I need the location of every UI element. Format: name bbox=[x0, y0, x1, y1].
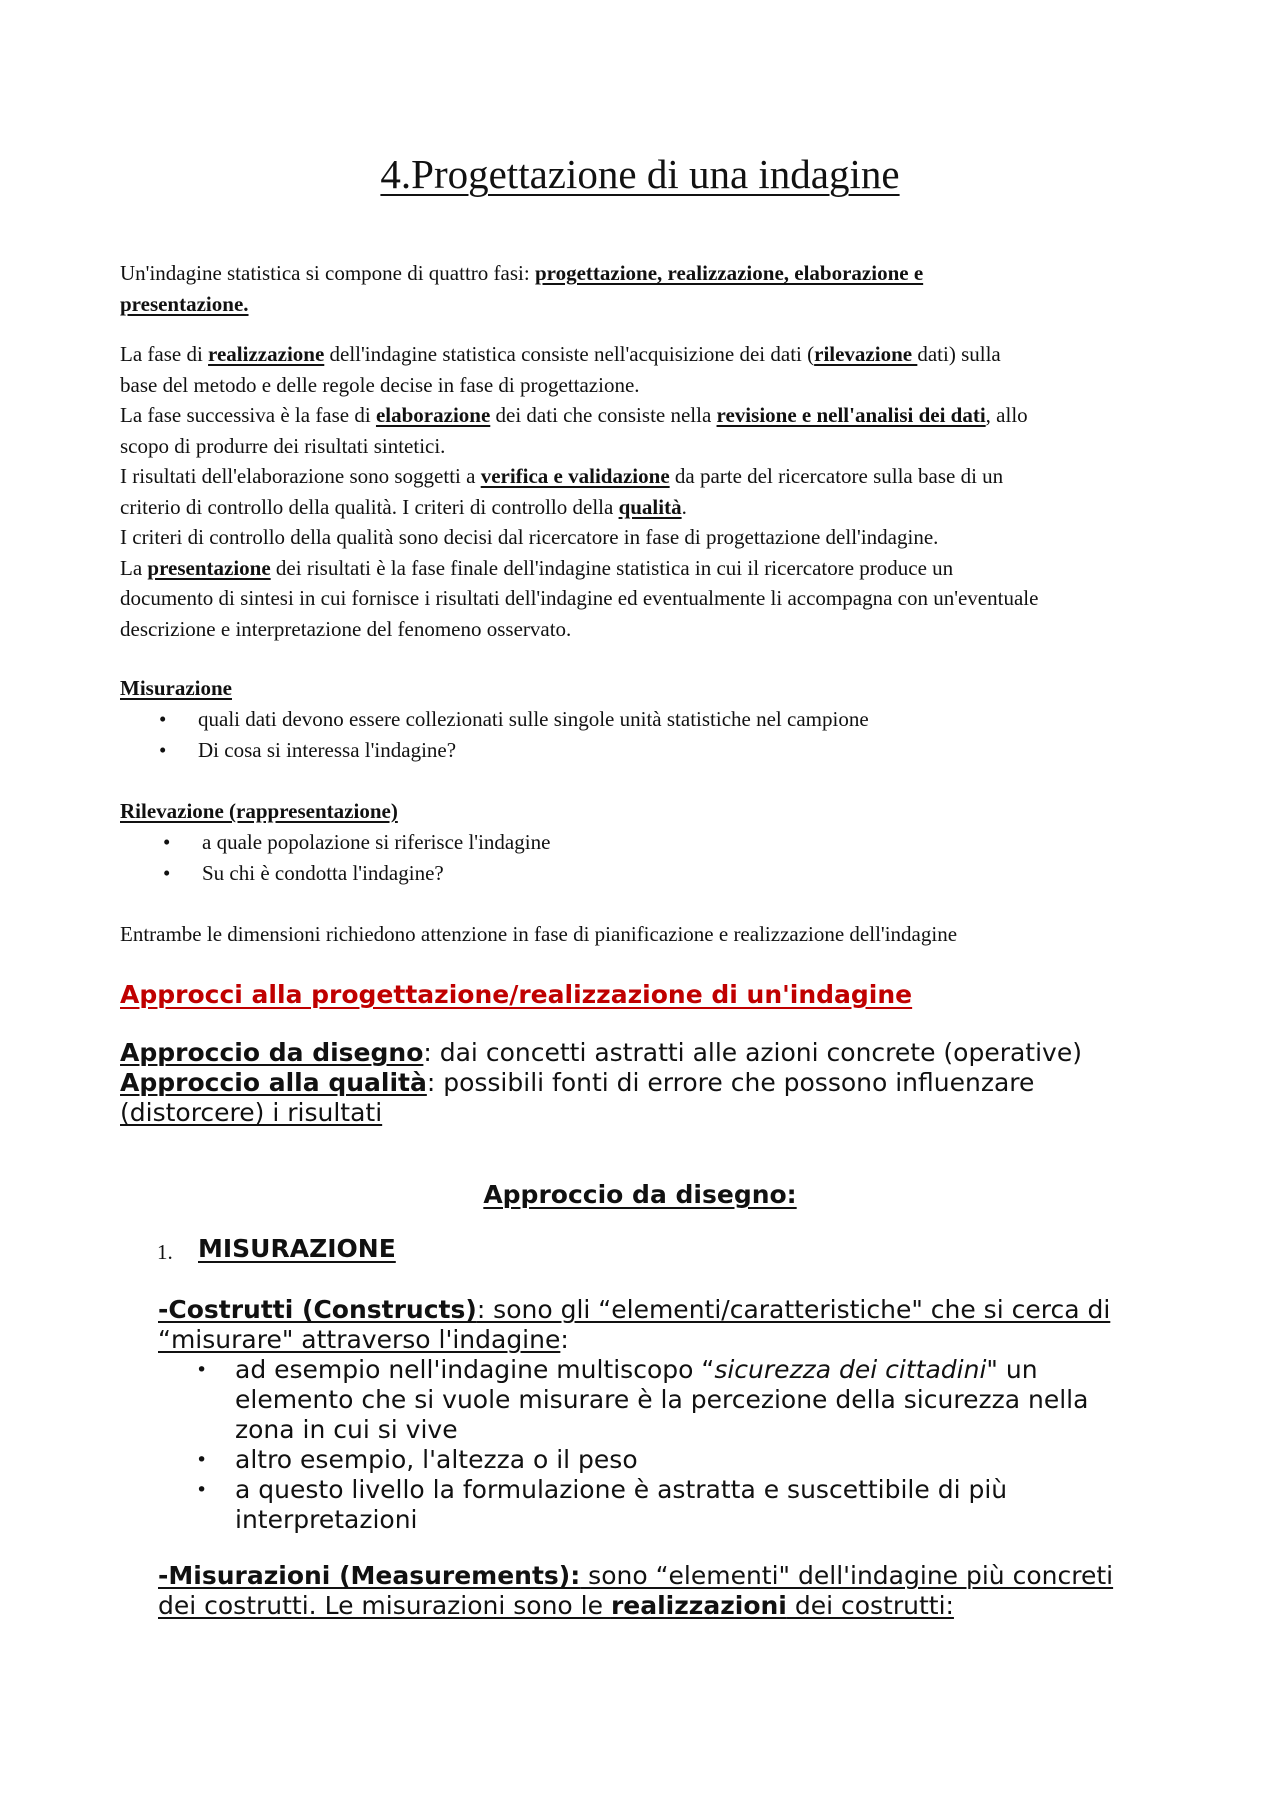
rilevazione-heading-text: Rilevazione (rappresentazione) bbox=[120, 799, 398, 823]
list-item-italic: sicurezza dei cittadini bbox=[714, 1355, 987, 1384]
misurazione-list bbox=[159, 704, 869, 765]
intro-phases: progettazione, realizzazione, elaborazione e bbox=[534, 261, 924, 285]
page-title-text: 4.Progettazione di una indagine bbox=[380, 151, 900, 197]
costrutti-label: -Costrutti (Constructs) bbox=[158, 1295, 477, 1324]
intro-text: Un'indagine statistica si compone di quattro fasi: bbox=[120, 261, 535, 285]
costrutti-paragraph bbox=[158, 1295, 1198, 1355]
disegno-heading bbox=[0, 1180, 1280, 1209]
keyword-rilevazione: rilevazione bbox=[814, 342, 918, 366]
costrutti-list bbox=[196, 1355, 1156, 1535]
list-item-text: a questo livello la formulazione è astratta e suscettibile di più bbox=[235, 1475, 1008, 1504]
body-text: scopo di produrre dei risultati sintetici. bbox=[120, 433, 446, 458]
keyword-revisione: revisione e nell'analisi dei dati bbox=[716, 403, 986, 427]
misurazione-heading-text: Misurazione bbox=[120, 676, 232, 700]
body-text: descrizione e interpretazione del fenomeno osservato. bbox=[120, 616, 572, 641]
list-item: • a questo livello la formulazione è astratta e suscettibile di più interpretazioni bbox=[196, 1475, 1008, 1534]
list-number: 1. bbox=[157, 1240, 173, 1264]
body-text: dell'indagine statistica consiste nell'acquisizione dei dati ( bbox=[324, 342, 815, 366]
approccio-disegno-text: : dai concetti astratti alle azioni concrete (operative) bbox=[423, 1038, 1082, 1067]
body-paragraph bbox=[120, 339, 1180, 644]
approccio-qualita-text-2: (distorcere) i risultati bbox=[120, 1098, 383, 1127]
approccio-qualita-text: : possibili fonti di errore che possono influenzare bbox=[426, 1068, 1035, 1097]
body-text: dati) sulla bbox=[917, 342, 1001, 366]
intro-paragraph bbox=[120, 258, 1180, 319]
body-text: dei risultati è la fase finale dell'indagine statistica in cui il ricercatore produce un bbox=[270, 555, 954, 580]
misurazione-subheading-text: MISURAZIONE bbox=[198, 1234, 396, 1263]
keyword-presentazione: presentazione bbox=[147, 555, 271, 580]
list-item: • quali dati devono essere collezionati sulle singole unità statistiche nel campione bbox=[159, 707, 869, 731]
body-text: La fase successiva è la fase di bbox=[120, 403, 376, 427]
disegno-heading-text: Approccio da disegno: bbox=[483, 1180, 797, 1209]
misurazioni-text-2: dei costrutti. Le misurazioni sono le bbox=[158, 1591, 611, 1620]
list-item-text: a quale popolazione si riferisce l'indagine bbox=[202, 830, 551, 854]
approccio-qualita-label: Approccio alla qualità bbox=[120, 1068, 427, 1097]
list-item-text: Di cosa si interessa l'indagine? bbox=[198, 737, 457, 762]
body-text: I criteri di controllo della qualità sono decisi dal ricercatore in fase di progettazione dell'indagine. bbox=[120, 525, 939, 549]
list-item: • ad esempio nell'indagine multiscopo “sicurezza dei cittadini" un elemento che si vuole misurare è la percezione della sicurezza nella zona in cui si vive bbox=[196, 1355, 1089, 1444]
body-text: La fase di bbox=[120, 342, 209, 366]
body-text: , allo bbox=[985, 403, 1028, 427]
list-item: • a quale popolazione si riferisce l'indagine bbox=[163, 830, 551, 854]
approcci-heading bbox=[120, 980, 912, 1009]
misurazione-heading bbox=[120, 673, 1180, 704]
body-text: I risultati dell'elaborazione sono soggetti a bbox=[120, 464, 481, 488]
keyword-realizzazione: realizzazione bbox=[208, 342, 325, 366]
body-text: dei dati che consiste nella bbox=[490, 403, 717, 427]
list-item-text: zona in cui si vive bbox=[235, 1415, 458, 1444]
list-item-text: quali dati devono essere collezionati sulle singole unità statistiche nel campione bbox=[198, 707, 869, 731]
list-item: • Di cosa si interessa l'indagine? bbox=[159, 737, 457, 762]
list-item-text: altro esempio, l'altezza o il peso bbox=[235, 1445, 638, 1474]
body-text: . bbox=[681, 494, 687, 519]
body-text: da parte del ricercatore sulla base di un bbox=[669, 464, 1004, 488]
list-item-text: elemento che si vuole misurare è la percezione della sicurezza nella bbox=[235, 1385, 1089, 1414]
misurazioni-paragraph bbox=[158, 1561, 1198, 1621]
keyword-realizzazioni: realizzazioni bbox=[610, 1591, 787, 1620]
list-item-text: " un bbox=[986, 1355, 1038, 1384]
list-item-text: Su chi è condotta l'indagine? bbox=[202, 860, 444, 885]
keyword-verifica: verifica e validazione bbox=[480, 464, 670, 488]
rilevazione-list bbox=[163, 827, 550, 888]
list-item: • altro esempio, l'altezza o il peso bbox=[196, 1445, 638, 1474]
list-item-text: ad esempio nell'indagine multiscopo “ bbox=[235, 1355, 715, 1384]
costrutti-text-2: “misurare" attraverso l'indagine bbox=[158, 1325, 561, 1354]
misurazioni-text: sono “elementi" dell'indagine più concreti bbox=[580, 1561, 1114, 1590]
keyword-qualita: qualità bbox=[618, 494, 682, 519]
approccio-disegno-label: Approccio da disegno bbox=[120, 1038, 424, 1067]
entrambe-text: Entrambe le dimensioni richiedono attenzione in fase di pianificazione e realizzazione dell'indagine bbox=[120, 922, 958, 946]
list-item: • Su chi è condotta l'indagine? bbox=[163, 860, 444, 885]
rilevazione-heading bbox=[120, 796, 1180, 827]
body-text: criterio di controllo della qualità. I criteri di controllo della bbox=[120, 494, 619, 519]
page-title bbox=[0, 150, 1280, 198]
approcci-heading-text: Approcci alla progettazione/realizzazione di un'indagine bbox=[120, 980, 913, 1009]
intro-phases-2: presentazione. bbox=[120, 291, 249, 316]
approcci-definitions bbox=[120, 1038, 1180, 1128]
body-text: base del metodo e delle regole decise in fase di progettazione. bbox=[120, 372, 640, 397]
keyword-elaborazione: elaborazione bbox=[375, 403, 491, 427]
list-item-text: interpretazioni bbox=[235, 1505, 418, 1534]
misurazioni-text-3: dei costrutti: bbox=[786, 1591, 954, 1620]
costrutti-colon: : bbox=[560, 1325, 569, 1354]
body-text: documento di sintesi in cui fornisce i risultati dell'indagine ed eventualmente li accompagna con un'eventuale bbox=[120, 586, 1039, 610]
misurazione-subheading bbox=[198, 1234, 396, 1263]
misurazioni-label: -Misurazioni (Measurements): bbox=[158, 1561, 581, 1590]
costrutti-text: : sono gli “elementi/caratteristiche" che si cerca di bbox=[476, 1295, 1111, 1324]
body-text: La bbox=[120, 555, 148, 580]
